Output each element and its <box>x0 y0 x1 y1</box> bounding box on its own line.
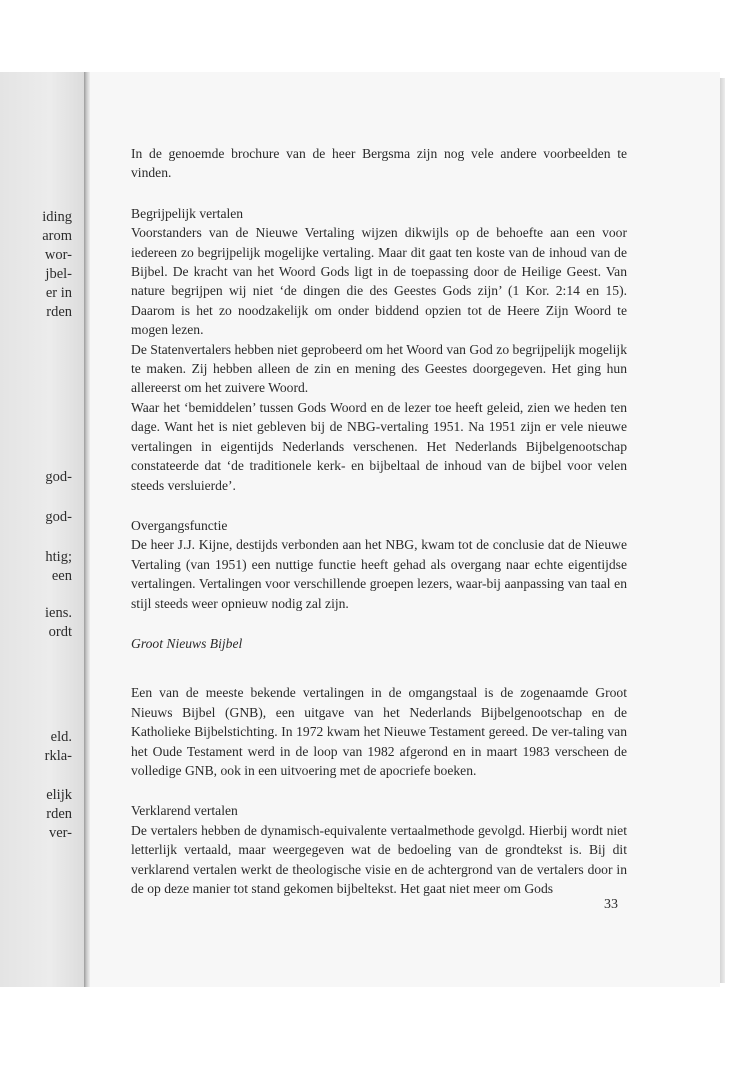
left-page-fragment: een <box>51 568 72 584</box>
left-page-fragment: er in <box>45 285 72 301</box>
left-page-fragment: iding <box>42 209 72 225</box>
section-heading-gnb: Groot Nieuws Bijbel <box>131 635 243 651</box>
left-page-fragment: jbel- <box>45 266 72 282</box>
left-page-fragment: elijk <box>46 787 72 803</box>
left-page-fragment: wor- <box>44 247 72 263</box>
left-page <box>0 72 84 987</box>
page-edge <box>720 78 725 983</box>
left-page-fragment: rkla- <box>44 748 72 764</box>
left-page-fragment: rden <box>46 304 72 320</box>
paragraph: De vertalers hebben de dynamisch-equivalente vertaalmethode gevolgd. Hierbij wordt niet letterlijk vertaald, maar weergegeven wat de bedoeling van de grondtekst is. Bij dit verklarend vertalen werkt de theologische visie en de achtergrond van de vertalers door in de op deze manier tot stand gekomen bijbeltekst. Het gaat niet meer om Gods <box>131 822 627 896</box>
paragraph: De Statenvertalers hebben niet geprobeerd om het Woord van God zo begrijpelijk mogelijk te maken. Zij hebben alleen de zin en mening des Geestes doorgegeven. Het ging hun allereerst om het zuivere Woord. <box>131 341 627 396</box>
intro-paragraph: In de genoemde brochure van de heer Bergsma zijn nog vele andere voorbeelden te vinden. <box>131 146 627 181</box>
paragraph: De heer J.J. Kijne, destijds verbonden aan het NBG, kwam tot de conclusie dat de Nieuwe Vertaling (van 1951) een nuttige functie heeft gehad als overgang naar echte eigentijdse vertalingen. Vertalingen voor verschillende groepen lezers, waar-bij aanpassing van taal en stijl steeds weer opnieuw nodig zal zijn. <box>131 537 627 611</box>
section-heading-overgangsfunctie: Overgangsfunctie <box>131 517 228 533</box>
paragraph: Voorstanders van de Nieuwe Vertaling wijzen dikwijls op de behoefte aan een voor iedereen zo begrijpelijk mogelijke vertaling. Maar dit gaat ten koste van de inhoud van de Bijbel. De kracht van het Woord Gods ligt in de toepassing door de Heilige Geest. Van nature begrijpen wij niet ‘de dingen die des Geestes Gods zijn’ (1 Kor. 2:14 en 15). Daarom is het zo noodzakelijk om onder biddend opzien tot de Heere Zijn Woord te mogen lezen. <box>131 225 627 338</box>
left-page-fragment: eld. <box>50 729 72 745</box>
paragraph: Een van de meeste bekende vertalingen in de omgangstaal is de zogenaamde Groot Nieuws Bijbel (GNB), een uitgave van het Nederlands Bijbelgenootschap en de Katholieke Bijbelstichting. In 1972 kwam het Nieuwe Testament gereed. De ver-taling van het Oude Testament werd in de loop van 1982 afgerond en in maart 1983 verscheen de volledige GNB, ook in een uitvoering met de apocriefe boeken. <box>131 685 627 778</box>
left-page-fragment: arom <box>42 228 72 244</box>
section-heading-begrijpelijk: Begrijpelijk vertalen <box>131 205 244 221</box>
left-page-fragment: iens. <box>45 605 72 621</box>
section-heading-verklarend: Verklarend vertalen <box>131 803 238 819</box>
left-page-fragment: ordt <box>48 624 72 640</box>
left-page-fragment: htig; <box>45 549 72 565</box>
left-page-fragment: god- <box>45 509 72 525</box>
page-number: 33 <box>604 897 618 912</box>
paragraph: Waar het ‘bemiddelen’ tussen Gods Woord en de lezer toe heeft geleid, zien we heden ten dage. Want het is niet gebleven bij de NBG-vertaling 1951. Na 1951 zijn er vele nieuwe vertalingen in eigentijds Nederlands verschenen. Het Nederlands Bijbelgenootschap constateerde dat ‘de traditionele kerk- en bijbeltaal de inhoud van de bijbel voor velen steeds versluierde’. <box>131 399 627 493</box>
page-content <box>131 144 627 898</box>
left-page-fragment: god- <box>45 469 72 485</box>
left-page-fragment: ver- <box>48 825 72 841</box>
left-page-fragment: rden <box>46 806 72 822</box>
